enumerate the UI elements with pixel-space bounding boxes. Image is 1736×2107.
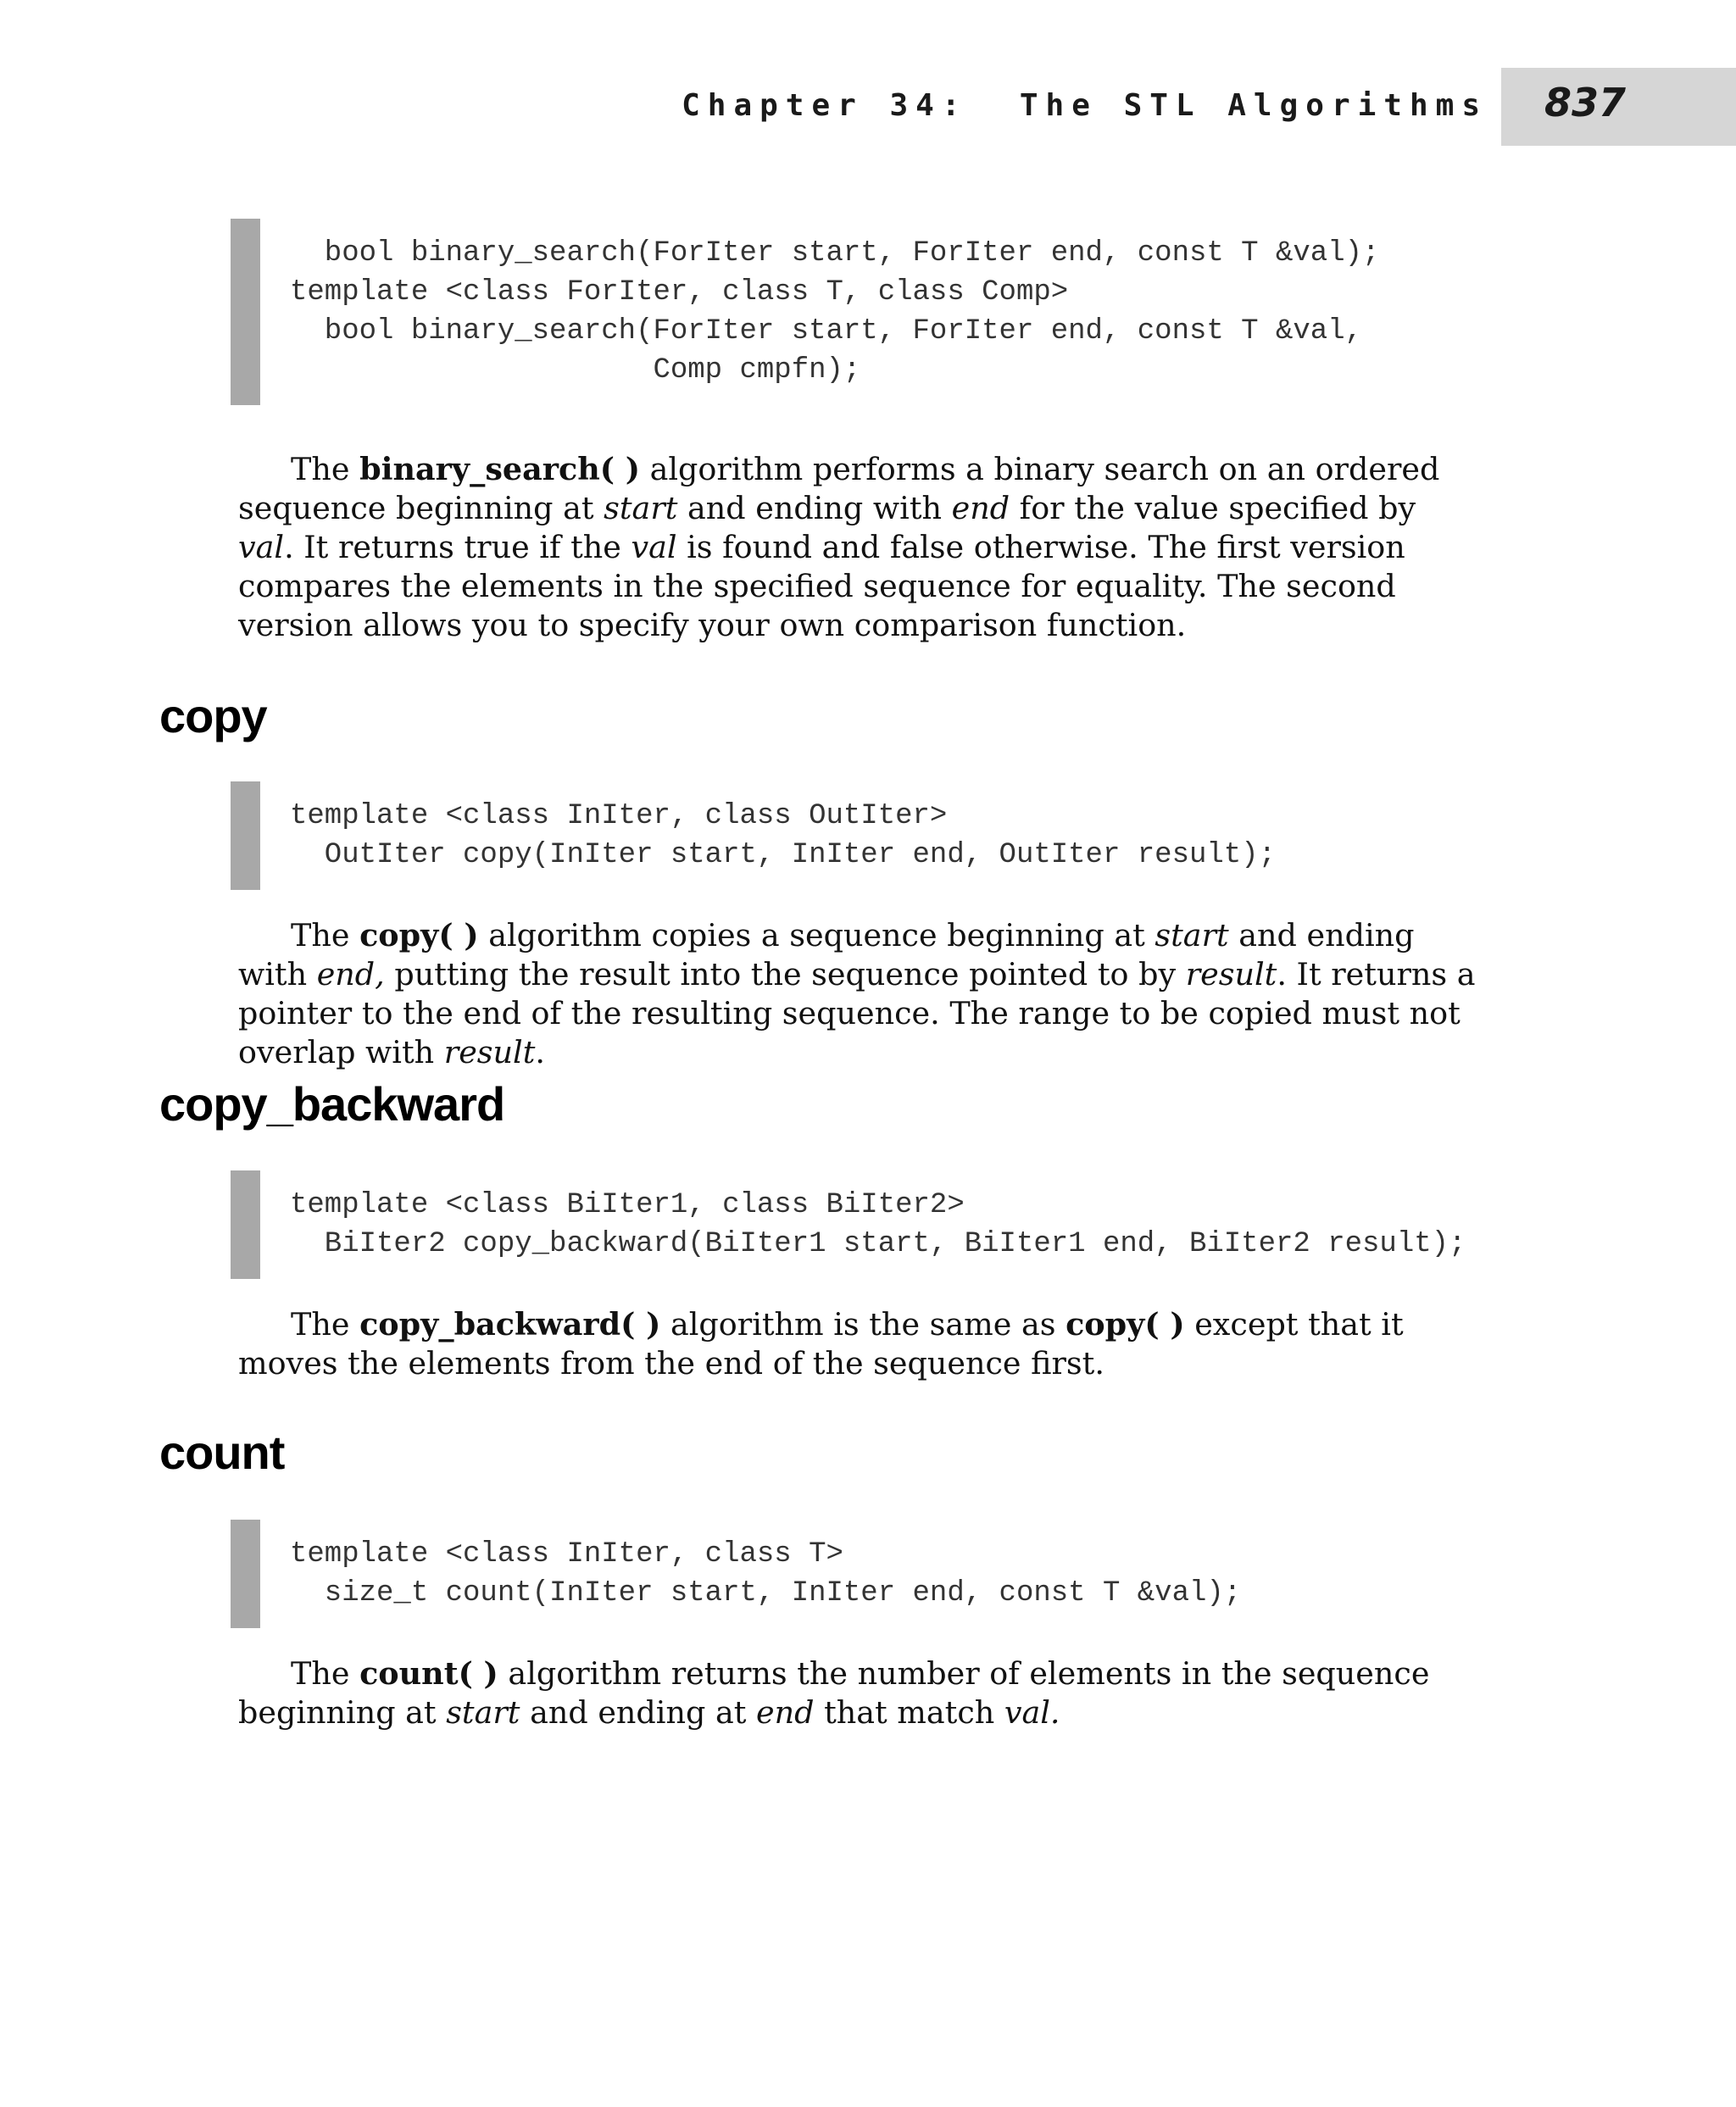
page-number: 837: [1544, 80, 1627, 125]
code-line: size_t count(InIter start, InIter end, const T &val);: [290, 1577, 1242, 1609]
running-head: Chapter 34: The STL Algorithms: [682, 88, 1488, 123]
code-bar: [231, 1520, 260, 1628]
code-line: BiIter2 copy_backward(BiIter1 start, BiIter1 end, BiIter2 result);: [290, 1228, 1466, 1260]
code-line: bool binary_search(ForIter start, ForIter end, const T &val);: [290, 237, 1380, 270]
code-line: template <class InIter, class OutIter>: [290, 800, 948, 832]
code-line: template <class BiIter1, class BiIter2>: [290, 1189, 965, 1221]
code-line: template <class ForIter, class T, class Comp>: [290, 276, 1069, 309]
code-listing: [290, 1535, 1241, 1613]
code-bar: [231, 219, 260, 405]
code-listing: [290, 797, 1276, 875]
section-heading-count: count: [159, 1426, 285, 1479]
code-listing: [290, 1186, 1466, 1264]
code-line: OutIter copy(InIter start, InIter end, OutIter result);: [290, 839, 1276, 871]
section-heading-copy-backward: copy_backward: [159, 1077, 505, 1131]
code-line: bool binary_search(ForIter start, ForIter end, const T &val,: [290, 315, 1363, 347]
code-line: template <class InIter, class T>: [290, 1538, 843, 1571]
section-heading-copy: copy: [159, 689, 267, 742]
code-line: Comp cmpfn);: [290, 354, 861, 386]
copy-description: The copy( ) algorithm copies a sequence beginning at start and ending with end, putting the result into the sequence pointed to by result. It returns a pointer to the end of the resulting sequence. The range to be copied must not overlap with result.: [238, 917, 1476, 1070]
code-bar: [231, 781, 260, 890]
copy-backward-description: The copy_backward( ) algorithm is the same as copy( ) except that it moves the elements from the end of the sequence first.: [238, 1306, 1404, 1382]
code-listing: [290, 234, 1379, 390]
binary-search-description: The binary_search( ) algorithm performs a binary search on an ordered sequence beginning at start and ending with end for the value specified by val. It returns true if the val is found and false otherwise. The first version compares the elements in the specified sequence for equality. The second version allows you to specify your own comparison function.: [238, 451, 1440, 643]
count-description: The count( ) algorithm returns the number of elements in the sequence beginning at start and ending at end that match val.: [238, 1655, 1430, 1731]
code-bar: [231, 1170, 260, 1279]
